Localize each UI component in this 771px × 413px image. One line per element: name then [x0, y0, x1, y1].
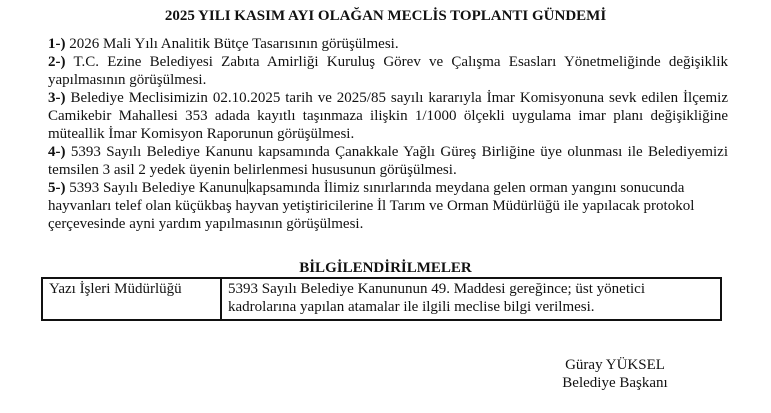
agenda-item-text: 5393 Sayılı Belediye Kanunu kapsamında Çanakkale Yağlı Güreş Birliğine üye olunması ile Belediyemizi temsilen 3 asil 2 yedek üyenin belirlenmesi hususunun görüşülmesi. — [48, 144, 729, 178]
agenda-item-number: 1-) — [48, 36, 66, 52]
agenda-item-text-start[interactable]: 5393 Sayılı Belediye Kanunu — [69, 180, 247, 196]
section-heading: BİLGİLENDİRİLMELER — [299, 260, 472, 276]
agenda-item-text: T.C. Ezine Belediyesi Zabıta Amirliği Kuruluş Görev ve Çalışma Esasları Yönetmeliğinde değişiklik yapılmasının görüşülmesi. — [48, 54, 728, 88]
document-title: 2025 YILI KASIM AYI OLAĞAN MECLİS TOPLANTI GÜNDEMİ — [164, 8, 607, 24]
agenda-item-number: 5-) — [48, 180, 66, 196]
agenda-item-text: Belediye Meclisimizin 02.10.2025 tarih ve 2025/85 sayılı kararıyla İmar Komisyonuna sevk edilen İlçemiz Camikebir Mahallesi 353 adada kayıtlı taşınmaza ilişkin 1/1000 ölçekli uygulama imar planı değişikliğine müteallik İmar Komisyon Raporunun görüşülmesi. — [48, 90, 729, 142]
agenda-item — [48, 89, 728, 143]
agenda-item-text-end[interactable]: kapsamında İlimiz sınırlarında meydana gelen orman yangını sonucunda hayvanları telef olan küçükbaş hayvan yetiştiricilerine İl Tarım ve Orman Müdürlüğü ile yapılacak protokol çerçevesinde ayni yardım yapılmasının görüşülmesi. — [48, 180, 695, 232]
agenda-item-number: 4-) — [48, 144, 66, 160]
agenda-item — [48, 179, 728, 233]
department-cell[interactable]: Yazı İşleri Müdürlüğü — [42, 278, 221, 320]
agenda-item — [48, 53, 728, 89]
agenda-item — [48, 143, 728, 179]
signatory-name: Güray YÜKSEL — [565, 357, 665, 373]
agenda-list — [48, 35, 728, 233]
description-cell[interactable]: 5393 Sayılı Belediye Kanununun 49. Maddesi gereğince; üst yönetici kadrolarına yapılan atamalar ile ilgili meclise bilgi verilmesi. — [221, 278, 721, 320]
agenda-item-number: 2-) — [48, 54, 66, 70]
information-table — [41, 277, 722, 321]
agenda-item-number: 3-) — [48, 90, 66, 106]
agenda-item-text: 2026 Mali Yılı Analitik Bütçe Tasarısının görüşülmesi. — [69, 36, 399, 52]
agenda-item — [48, 35, 728, 53]
signature-block — [530, 356, 700, 392]
signatory-title: Belediye Başkanı — [562, 375, 668, 391]
table-row — [42, 278, 721, 320]
